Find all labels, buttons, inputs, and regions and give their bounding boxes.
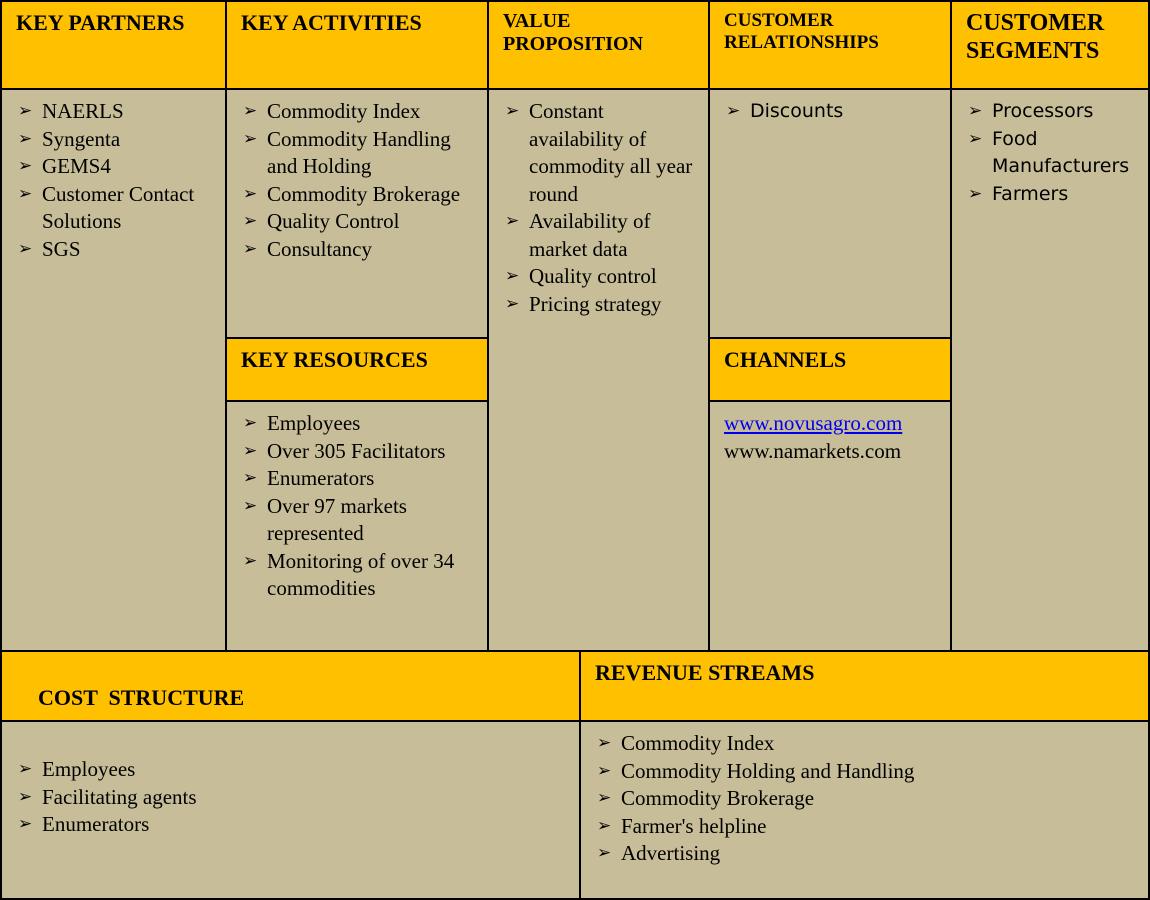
list-item-text: Commodity Holding and Handling: [621, 758, 915, 783]
revenue-streams-title: REVENUE STREAMS: [595, 660, 815, 685]
list-item-text: Enumerators: [42, 812, 150, 836]
arrow-bullet-icon: ➢: [243, 101, 258, 121]
arrow-bullet-icon: ➢: [18, 759, 33, 779]
key-partners-body: [0, 88, 227, 652]
customer-relationships-header: [708, 0, 952, 90]
list-item-text: Food Manufacturers: [992, 127, 1130, 177]
customer-relationships-list: [724, 98, 936, 126]
list-item: [503, 208, 694, 263]
value-proposition-body: [487, 88, 710, 652]
list-item: [16, 126, 211, 154]
list-item-text: NAERLS: [42, 99, 124, 123]
list-item-text: Commodity Brokerage: [621, 786, 815, 810]
list-item-text: Facilitating agents: [42, 784, 197, 809]
arrow-bullet-icon: ➢: [597, 760, 612, 781]
list-item-text: Commodity Index: [621, 731, 775, 755]
list-item-text: Processors: [992, 100, 1094, 122]
cost-structure-list: [16, 756, 565, 839]
list-item: [595, 813, 1134, 841]
list-item-text: SGS: [42, 236, 81, 261]
list-item: [595, 785, 1134, 813]
arrow-bullet-icon: ➢: [243, 495, 258, 516]
list-item-text: Farmers: [992, 182, 1069, 205]
channels-body: [708, 400, 952, 652]
arrow-bullet-icon: ➢: [18, 814, 33, 834]
list-item-text: Over 305 Facilitators: [267, 438, 446, 463]
list-item: [966, 98, 1134, 126]
list-item: [241, 208, 473, 236]
list-item: [241, 98, 473, 126]
revenue-streams-header: [579, 650, 1150, 722]
list-item: [16, 756, 565, 784]
list-item: [16, 811, 565, 839]
list-item: [241, 465, 473, 493]
value-proposition-title: VALUE PROPOSITION: [503, 10, 644, 55]
list-item-text: Quality Control: [267, 209, 400, 233]
list-item-text: Availability of market data: [529, 209, 651, 261]
list-item: [241, 410, 473, 438]
arrow-bullet-icon: ➢: [726, 101, 741, 121]
arrow-bullet-icon: ➢: [18, 183, 33, 204]
arrow-bullet-icon: ➢: [597, 815, 612, 836]
key-activities-title: KEY ACTIVITIES: [241, 10, 422, 35]
list-item: [966, 126, 1134, 181]
list-item-text: Syngenta: [42, 126, 121, 151]
channels-header: [708, 337, 952, 402]
arrow-bullet-icon: ➢: [597, 788, 612, 808]
list-item-text: Consultancy: [267, 236, 372, 261]
key-partners-list: [16, 98, 211, 263]
list-item: [503, 98, 694, 208]
list-item: [16, 153, 211, 181]
list-item-text: Quality control: [529, 264, 657, 288]
customer-relationships-body: [708, 88, 952, 339]
list-item-text: Employees: [267, 411, 361, 435]
list-item-text: GEMS4: [42, 154, 111, 178]
arrow-bullet-icon: ➢: [243, 440, 258, 461]
channels-title: CHANNELS: [724, 347, 847, 372]
list-item-text: Monitoring of over 34 commodities: [267, 548, 455, 600]
customer-segments-body: [950, 88, 1150, 652]
list-item: [595, 840, 1134, 868]
list-item: [16, 784, 565, 812]
arrow-bullet-icon: ➢: [18, 156, 33, 176]
revenue-streams-body: [579, 720, 1150, 900]
list-item-text: Pricing strategy: [529, 291, 662, 316]
list-item-text: Over 97 markets represented: [267, 493, 407, 545]
arrow-bullet-icon: ➢: [18, 238, 33, 259]
list-item: [241, 493, 473, 548]
list-item-text: Constant availability of commodity all year round: [529, 99, 693, 206]
list-item-text: Commodity Handling and Holding: [267, 126, 451, 178]
key-partners-header: [0, 0, 227, 90]
arrow-bullet-icon: ➢: [505, 293, 520, 314]
key-partners-title: KEY PARTNERS: [16, 10, 185, 35]
list-item: [241, 126, 473, 181]
value-proposition-header: [487, 0, 710, 90]
arrow-bullet-icon: ➢: [505, 211, 520, 231]
key-activities-body: [225, 88, 489, 339]
list-item: [16, 98, 211, 126]
customer-segments-list: [966, 98, 1134, 208]
list-item: [16, 181, 211, 236]
arrow-bullet-icon: ➢: [243, 413, 258, 433]
list-item-text: Discounts: [750, 100, 844, 122]
revenue-streams-list: [595, 730, 1134, 868]
arrow-bullet-icon: ➢: [18, 786, 33, 807]
key-activities-header: [225, 0, 489, 90]
channels-website-text: www.namarkets.com: [724, 438, 902, 463]
list-item-text: Enumerators: [267, 466, 375, 490]
list-item: [241, 548, 473, 603]
list-item: [241, 438, 473, 466]
cost-structure-header: [0, 650, 581, 722]
customer-segments-title: CUSTOMER SEGMENTS: [966, 10, 1105, 64]
arrow-bullet-icon: ➢: [243, 238, 258, 259]
arrow-bullet-icon: ➢: [243, 211, 258, 231]
list-item: [966, 181, 1134, 209]
list-item: [595, 758, 1134, 786]
list-item-text: Customer Contact Solutions: [42, 181, 195, 233]
list-item: [595, 730, 1134, 758]
key-resources-list: [241, 410, 473, 603]
list-item-text: Commodity Index: [267, 99, 421, 123]
list-item: [503, 263, 694, 291]
cost-structure-body: [0, 720, 581, 900]
cost-structure-title: COST STRUCTURE: [38, 685, 245, 711]
arrow-bullet-icon: ➢: [18, 128, 33, 149]
arrow-bullet-icon: ➢: [968, 128, 983, 149]
list-item: [241, 236, 473, 264]
value-proposition-list: [503, 98, 694, 318]
key-resources-header: [225, 337, 489, 402]
list-item: [503, 291, 694, 319]
arrow-bullet-icon: ➢: [505, 101, 520, 121]
arrow-bullet-icon: ➢: [243, 550, 258, 571]
arrow-bullet-icon: ➢: [243, 183, 258, 204]
arrow-bullet-icon: ➢: [968, 101, 983, 121]
customer-relationships-title: CUSTOMER RELATIONSHIPS: [724, 10, 879, 53]
list-item-text: Farmer's helpline: [621, 813, 767, 838]
customer-segments-header: [950, 0, 1150, 90]
arrow-bullet-icon: ➢: [597, 843, 612, 863]
arrow-bullet-icon: ➢: [18, 101, 33, 121]
arrow-bullet-icon: ➢: [597, 733, 612, 753]
arrow-bullet-icon: ➢: [505, 266, 520, 286]
list-item-text: Commodity Brokerage: [267, 181, 461, 206]
arrow-bullet-icon: ➢: [243, 468, 258, 488]
key-activities-list: [241, 98, 473, 263]
list-item-text: Employees: [42, 757, 136, 781]
arrow-bullet-icon: ➢: [968, 183, 983, 204]
key-resources-title: KEY RESOURCES: [241, 347, 428, 372]
key-resources-body: [225, 400, 489, 652]
list-item: [724, 98, 936, 126]
arrow-bullet-icon: ➢: [243, 128, 258, 149]
channels-website-link[interactable]: www.novusagro.com: [724, 411, 903, 435]
list-item: [16, 236, 211, 264]
list-item: [241, 181, 473, 209]
list-item-text: Advertising: [621, 841, 721, 865]
